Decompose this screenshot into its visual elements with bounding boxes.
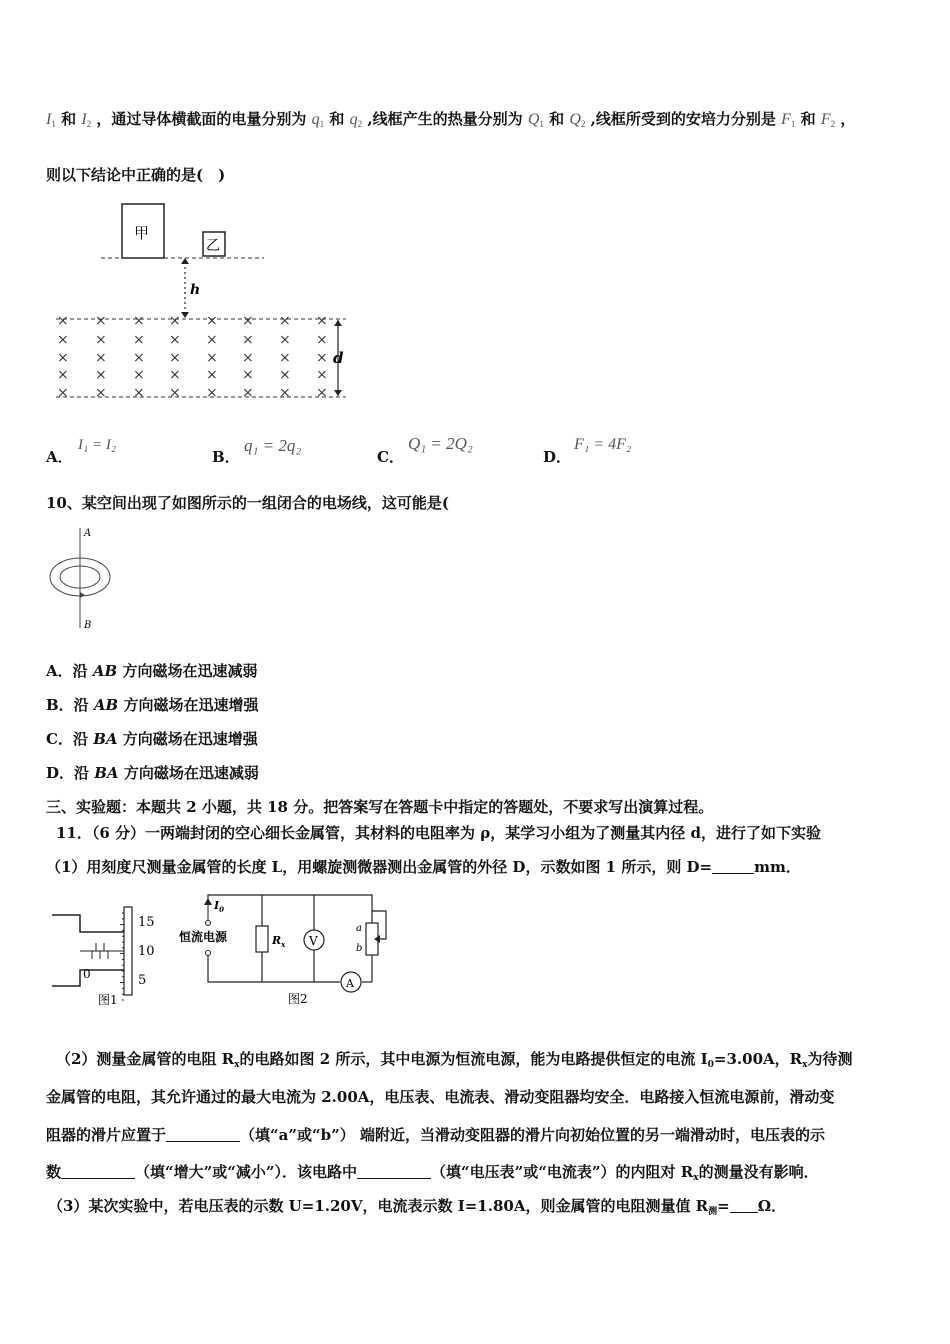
- field-cross-mark: ×: [206, 332, 218, 348]
- tick-5: 5: [138, 973, 147, 988]
- field-cross-mark: ×: [133, 350, 145, 366]
- text: 和: [329, 110, 345, 128]
- q11-part1: （1）用刻度尺测量金属管的长度 L，用螺旋测微器测出金属管的外径 D，示数如图 1 所示，则 D= mm．: [46, 858, 801, 876]
- field-cross-mark: ×: [133, 367, 145, 383]
- field-cross-mark: ×: [316, 350, 328, 366]
- q9-option-b-label: B．: [212, 448, 240, 466]
- symbol-q1: $q_1$: [311, 111, 325, 129]
- q11-part3: （3）某次实验中，若电压表的示数 U=1.20V，电流表示数 I=1.80A，则金属管的电阻测量值 $R_测= \Omega$．: [48, 1197, 787, 1217]
- fig2-circuit: [176, 895, 396, 1035]
- symbol-i1: $I_1$: [46, 111, 56, 129]
- text: ，: [840, 110, 856, 128]
- q11-part2-line1: （2）测量金属管的电阻 $R_x$的电路如图 2 所示，其中电源为恒流电源，能为电路提供恒定的电流 $I_0=3.00A$，$R_x$为待测: [56, 1050, 853, 1070]
- q9-option-b-formula: q₁ = 2q₂: [244, 436, 302, 455]
- field-cross-mark: ×: [169, 313, 181, 329]
- label-i0: $I_0$: [214, 899, 225, 914]
- symbol-F2: $F_2$: [820, 111, 836, 129]
- answer-blank-d[interactable]: [712, 873, 754, 874]
- fig1-caption: 图1: [98, 993, 118, 1007]
- source-terminal-bottom: [206, 951, 211, 956]
- q9-option-c-formula: Q₁ = 2Q₂: [408, 434, 473, 453]
- symbol-Q1: $Q_1$: [527, 111, 544, 129]
- field-cross-mark: ×: [57, 367, 69, 383]
- field-cross-mark: ×: [95, 350, 107, 366]
- field-cross-mark: ×: [242, 332, 254, 348]
- answer-blank-slider-end[interactable]: [166, 1141, 240, 1142]
- current-arrow: [204, 898, 212, 905]
- field-cross-mark: ×: [242, 313, 254, 329]
- sleeve-zero: 0: [83, 967, 91, 981]
- answer-blank-meter-type[interactable]: [357, 1178, 431, 1179]
- label-b-end: b: [356, 943, 363, 954]
- symbol-Q2: $Q_2$: [569, 111, 586, 129]
- field-cross-mark: ×: [95, 367, 107, 383]
- field-cross-mark: ×: [279, 313, 291, 329]
- d-arrowhead-down: [334, 390, 342, 396]
- field-cross-mark: ×: [242, 367, 254, 383]
- label-rx: $R_x$: [272, 934, 286, 949]
- field-cross-mark: ×: [57, 313, 69, 329]
- magnetic-field-crosses: [57, 313, 328, 401]
- section-3-heading: 三、实验题：本题共 2 小题，共 18 分。把答案写在答题卡中指定的答题处，不要求写出演算过程。: [46, 798, 714, 816]
- q10-field-lines-figure: [40, 520, 130, 635]
- q10-option-a: A．沿 AB 方向磁场在迅速减弱: [46, 662, 258, 680]
- field-cross-mark: ×: [279, 367, 291, 383]
- label-b: B: [84, 620, 92, 631]
- tick-15: 15: [138, 915, 155, 930]
- thimble: [124, 907, 132, 995]
- field-cross-mark: ×: [169, 350, 181, 366]
- q9-option-a-formula: I₁ = I₂: [78, 437, 117, 453]
- text: ,线框所受到的安培力分别是: [590, 110, 776, 128]
- q9-field-figure: [0, 0, 950, 420]
- label-jia: 甲: [134, 224, 150, 242]
- field-cross-mark: ×: [57, 350, 69, 366]
- label-d: d: [333, 349, 344, 367]
- field-cross-mark: ×: [57, 385, 69, 401]
- ammeter-label: A: [346, 977, 354, 990]
- resistor-rx: [256, 926, 268, 952]
- q9-option-d-label: D．: [543, 448, 572, 466]
- label-h: h: [190, 282, 201, 298]
- h-arrowhead-down: [181, 312, 189, 318]
- q11-stem: 11．（6 分）一两端封闭的空心细长金属管，其材料的电阻率为 ρ，某学习小组为了测量其内径 d，进行了如下实验: [56, 824, 821, 842]
- text: 和: [61, 110, 77, 128]
- field-cross-mark: ×: [206, 313, 218, 329]
- text: 和: [800, 110, 816, 128]
- field-cross-mark: ×: [95, 313, 107, 329]
- constant-current-source-label: 恒流电源: [179, 930, 228, 944]
- field-cross-mark: ×: [316, 385, 328, 401]
- q10-option-c: C．沿 BA 方向磁场在迅速增强: [46, 730, 258, 748]
- tick-10: 10: [138, 944, 155, 959]
- q9-line2: 则以下结论中正确的是( ): [46, 166, 226, 184]
- fig1-micrometer: [50, 905, 180, 1005]
- field-cross-mark: ×: [279, 332, 291, 348]
- field-cross-mark: ×: [316, 367, 328, 383]
- field-cross-mark: ×: [133, 385, 145, 401]
- field-cross-mark: ×: [169, 385, 181, 401]
- field-cross-mark: ×: [242, 350, 254, 366]
- answer-blank-voltmeter-change[interactable]: [61, 1178, 135, 1179]
- q9-option-c-label: C．: [377, 448, 404, 466]
- field-cross-mark: ×: [133, 332, 145, 348]
- q9-option-a-label: A．: [46, 448, 73, 466]
- q11-part2-line2: 金属管的电阻，其允许通过的最大电流为 2.00A，电压表、电流表、滑动变阻器均安全．电路接入恒流电源前，滑动变: [46, 1088, 835, 1106]
- q9-option-d-formula: F₁ = 4F₂: [574, 436, 632, 453]
- label-yi: 乙: [206, 238, 220, 254]
- field-cross-mark: ×: [95, 332, 107, 348]
- field-cross-mark: ×: [133, 313, 145, 329]
- field-cross-mark: ×: [169, 367, 181, 383]
- field-cross-mark: ×: [206, 350, 218, 366]
- q10-option-d: D．沿 BA 方向磁场在迅速减弱: [46, 764, 259, 782]
- field-cross-mark: ×: [57, 332, 69, 348]
- h-arrowhead-up: [181, 258, 189, 264]
- micrometer-frame-lower: [52, 970, 132, 986]
- field-cross-mark: ×: [95, 385, 107, 401]
- symbol-q2: $q_2$: [349, 111, 363, 129]
- fig2-caption: 图2: [288, 992, 308, 1006]
- text: ，通过导体横截面的电量分别为: [96, 110, 307, 128]
- q10-option-b: B．沿 AB 方向磁场在迅速增强: [46, 696, 259, 714]
- field-cross-mark: ×: [279, 385, 291, 401]
- q10-stem: 10、某空间出现了如图所示的一组闭合的电场线，这可能是(: [46, 494, 449, 512]
- field-cross-mark: ×: [242, 385, 254, 401]
- label-a-end: a: [356, 923, 362, 934]
- source-terminal-top: [206, 921, 211, 926]
- field-cross-mark: ×: [279, 350, 291, 366]
- text: ,线框产生的热量分别为: [367, 110, 523, 128]
- loop-direction-arrow: [80, 592, 85, 598]
- d-arrowhead-up: [334, 320, 342, 326]
- field-cross-mark: ×: [169, 332, 181, 348]
- micrometer-frame: [52, 915, 132, 932]
- symbol-F1: $F_1$: [781, 111, 796, 129]
- field-cross-mark: ×: [206, 367, 218, 383]
- voltmeter-label: V: [309, 934, 318, 948]
- field-cross-mark: ×: [316, 332, 328, 348]
- q11-part2-line3: 阻器的滑片应置于 （填“a”或“b”） 端附近，当滑动变阻器的滑片向初始位置的另一端滑动时，电压表的示: [46, 1126, 825, 1144]
- field-cross-mark: ×: [316, 313, 328, 329]
- field-cross-mark: ×: [206, 385, 218, 401]
- q11-part2-line4: 数 （填“增大”或“减小”）．该电路中 （填“电压表”或“电流表”）的内阻对 $R_x$的测量没有影响．: [46, 1163, 819, 1183]
- text: 和: [549, 110, 565, 128]
- symbol-i2: $I_2$: [81, 111, 92, 129]
- label-a: A: [84, 528, 92, 539]
- answer-blank-resistance[interactable]: [730, 1212, 758, 1213]
